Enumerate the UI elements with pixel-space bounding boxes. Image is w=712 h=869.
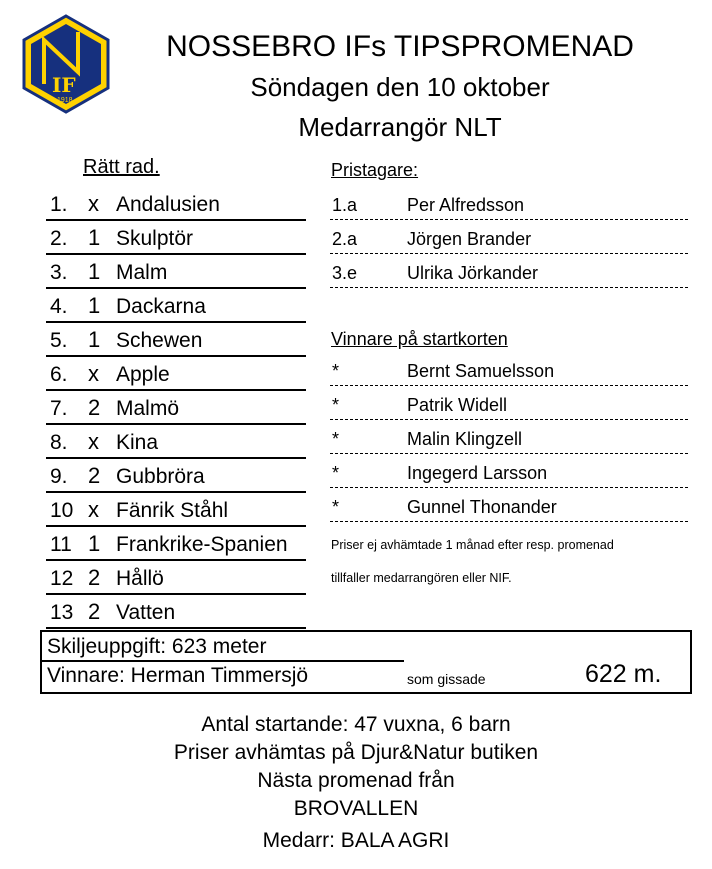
answer-label: Gubbröra [116,465,205,488]
prize-note-line1: Priser ej avhämtade 1 månad efter resp. promenad [331,538,614,552]
answer-number: 1. [50,193,68,216]
answer-mark: 2 [88,599,101,624]
answer-row [46,186,306,221]
winner-mark: * [332,429,340,449]
participants-count: Antal startande: 47 vuxna, 6 barn [201,713,511,736]
answer-number: 4. [50,295,68,318]
winner-name: Gunnel Thonander [407,497,557,517]
next-walk: Nästa promenad från [257,769,455,792]
prize-row [330,186,688,220]
winner-name: Patrik Widell [407,395,508,415]
winner-mark: * [332,463,340,483]
answer-mark: 1 [88,225,101,250]
answer-number: 8. [50,431,68,454]
answer-row [46,594,306,629]
answer-number: 13 [50,601,74,624]
prize-name: Jörgen Brander [407,229,532,249]
answer-label: Fänrik Ståhl [116,499,229,522]
prize-pickup: Priser avhämtas på Djur&Natur butiken [173,741,539,764]
prize-row [330,220,688,254]
answer-label: Hållö [116,567,164,590]
tiebreak-winner: Vinnare: Herman Timmersjö [47,664,309,687]
answer-label: Apple [116,363,170,386]
answer-mark: x [88,429,99,454]
tiebreak-guessed-label: som gissade [407,671,486,687]
page-title: NOSSEBRO IFs TIPSPROMENAD [166,30,634,63]
winner-name: Malin Klingzell [407,429,523,449]
answer-mark: 2 [88,463,101,488]
next-co-organizer: Medarr: BALA AGRI [262,829,450,852]
answer-label: Skulptör [116,227,194,250]
prize-place: 3.e [332,263,358,283]
prize-name: Ulrika Jörkander [407,263,539,283]
answer-number: 7. [50,397,68,420]
answer-mark: x [88,361,99,386]
winner-row [330,352,688,386]
answer-mark: 1 [88,327,101,352]
prizes-heading: Pristagare: [331,160,419,180]
start-card-heading: Vinnare på startkorten [331,329,508,349]
answer-row [46,356,306,391]
winner-mark: * [332,361,340,381]
answer-label: Dackarna [116,295,206,318]
prize-place: 1.a [332,195,358,215]
answer-mark: 1 [88,259,101,284]
prize-row [330,254,688,288]
prize-place: 2.a [332,229,358,249]
answer-row [46,458,306,493]
answer-label: Schewen [116,329,203,352]
tiebreak-divider [40,660,404,662]
answer-label: Andalusien [116,193,220,216]
logo-year: 1918 [57,97,73,104]
tiebreak-question: Skiljeuppgift: 623 meter [47,635,267,658]
answer-row [46,526,306,561]
answer-mark: 1 [88,531,101,556]
answer-number: 3. [50,261,68,284]
winner-row [330,386,688,420]
answer-label: Malm [116,261,168,284]
answer-label: Vatten [116,601,176,624]
answer-row [46,220,306,255]
answer-row [46,492,306,527]
answer-mark: x [88,191,99,216]
next-walk-place: BROVALLEN [293,797,419,820]
answers-heading: Rätt rad. [83,156,160,178]
answer-number: 12 [50,567,74,590]
answer-mark: 2 [88,565,101,590]
answer-row [46,322,306,357]
co-organizer: Medarrangör NLT [298,112,502,142]
answer-row [46,424,306,459]
answer-mark: 1 [88,293,101,318]
answer-mark: x [88,497,99,522]
winner-mark: * [332,497,340,517]
answer-number: 11 [50,533,72,556]
winner-name: Ingegerd Larsson [407,463,548,483]
winner-mark: * [332,395,340,415]
answer-number: 6. [50,363,68,386]
answer-mark: 2 [88,395,101,420]
logo-letters: IF [52,73,76,97]
answer-row [46,560,306,595]
answer-number: 5. [50,329,68,352]
answer-number: 2. [50,227,68,250]
winner-name: Bernt Samuelsson [407,361,555,381]
prize-note-line2: tillfaller medarrangören eller NIF. [331,571,512,585]
winner-row [330,420,688,454]
answer-row [46,254,306,289]
prize-name: Per Alfredsson [407,195,525,215]
answer-label: Frankrike-Spanien [116,533,288,556]
answer-number: 9. [50,465,68,488]
answer-label: Kina [116,431,159,454]
answer-row [46,288,306,323]
tiebreak-guessed-value: 622 m. [585,660,662,688]
answer-label: Malmö [116,397,180,420]
winner-row [330,454,688,488]
answer-row [46,390,306,425]
answer-number: 10 [50,499,74,522]
event-date: Söndagen den 10 oktober [250,72,550,102]
winner-row [330,488,688,522]
